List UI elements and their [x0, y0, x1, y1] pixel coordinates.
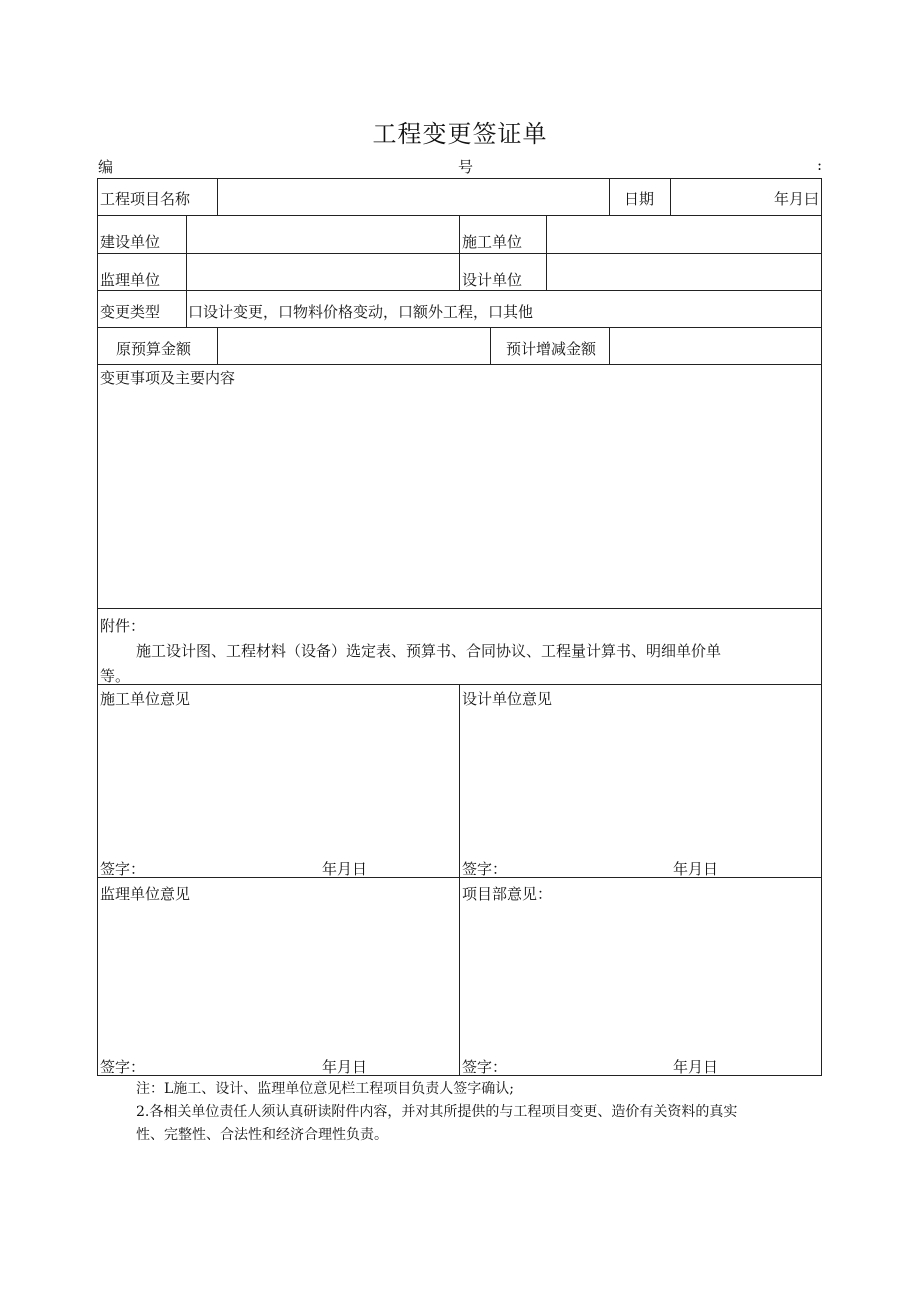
change-type-label-cell	[97, 290, 187, 328]
estimated-change-label-cell	[490, 327, 610, 365]
page-title: 工程变更签证单	[372, 120, 548, 148]
supervisor-opinion-label: 监理单位意见	[100, 885, 191, 903]
change-content-area[interactable]	[97, 364, 822, 609]
project-dept-opinion-date: 年月日	[673, 1058, 719, 1076]
serial-label-left: 编	[98, 158, 114, 176]
contractor-label-cell	[459, 215, 547, 254]
supervisor-label-cell	[97, 253, 187, 291]
supervisor-opinion-date: 年月日	[322, 1058, 368, 1076]
note-line-2: 2.各相关单位责任人须认真研读附件内容，并对其所提供的与工程项目变更、造价有关资料的真实	[136, 1104, 738, 1120]
date-field[interactable]	[670, 178, 822, 216]
original-budget-label-cell	[97, 327, 218, 365]
contractor-opinion-date: 年月日	[322, 860, 368, 878]
original-budget-field[interactable]	[217, 327, 491, 365]
project-name-label: 工程项目名称	[100, 190, 191, 208]
contractor-opinion-box[interactable]	[97, 684, 460, 878]
construction-owner-field[interactable]	[186, 215, 460, 254]
attachments-label: 附件：	[100, 617, 146, 635]
project-dept-opinion-box[interactable]	[459, 877, 822, 1076]
change-type-options: 口设计变更，口物料价格变动，口额外工程，口其他	[188, 303, 534, 321]
change-type-options-cell[interactable]	[186, 290, 822, 328]
attachments-line-2: 等。	[100, 667, 131, 685]
designer-signature-label: 签字：	[462, 860, 508, 878]
date-value: 年月曰	[773, 190, 819, 208]
serial-colon: :	[816, 156, 822, 174]
attachments-cell	[97, 608, 822, 685]
change-content-label: 变更事项及主要内容	[100, 369, 236, 387]
contractor-field[interactable]	[546, 215, 822, 254]
date-label-cell	[609, 178, 671, 216]
designer-field[interactable]	[546, 253, 822, 291]
supervisor-opinion-box[interactable]	[97, 877, 460, 1076]
supervisor-signature-label: 签字：	[100, 1058, 146, 1076]
supervisor-field[interactable]	[186, 253, 460, 291]
supervisor-label: 监理单位	[100, 271, 161, 289]
designer-opinion-box[interactable]	[459, 684, 822, 878]
designer-opinion-date: 年月日	[673, 860, 719, 878]
designer-label: 设计单位	[462, 271, 523, 289]
designer-opinion-label: 设计单位意见	[462, 690, 553, 708]
estimated-change-label: 预计增减金额	[505, 340, 596, 358]
serial-number-row	[98, 156, 822, 178]
change-order-form	[97, 178, 822, 1076]
date-label: 日期	[624, 190, 655, 208]
construction-owner-label-cell	[97, 215, 187, 254]
project-name-label-cell	[97, 178, 218, 216]
project-dept-signature-label: 签字：	[462, 1058, 508, 1076]
note-line-1: 注：L施工、设计、监理单位意见栏工程项目负责人签字确认;	[136, 1081, 515, 1097]
change-type-label: 变更类型	[100, 303, 161, 321]
project-dept-opinion-label: 项目部意见：	[462, 885, 553, 903]
project-name-field[interactable]	[217, 178, 610, 216]
construction-owner-label: 建设单位	[100, 233, 161, 251]
serial-label-right: 号	[458, 158, 474, 176]
original-budget-label: 原预算金额	[116, 340, 192, 358]
attachments-line-1: 施工设计图、工程材料（设备）选定表、预算书、合同协议、工程量计算书、明细单价单	[136, 642, 722, 660]
contractor-signature-label: 签字：	[100, 860, 146, 878]
designer-label-cell	[459, 253, 547, 291]
contractor-label: 施工单位	[462, 233, 523, 251]
contractor-opinion-label: 施工单位意见	[100, 690, 191, 708]
estimated-change-field[interactable]	[609, 327, 822, 365]
note-line-3: 性、完整性、合法性和经济合理性负责。	[136, 1127, 388, 1143]
